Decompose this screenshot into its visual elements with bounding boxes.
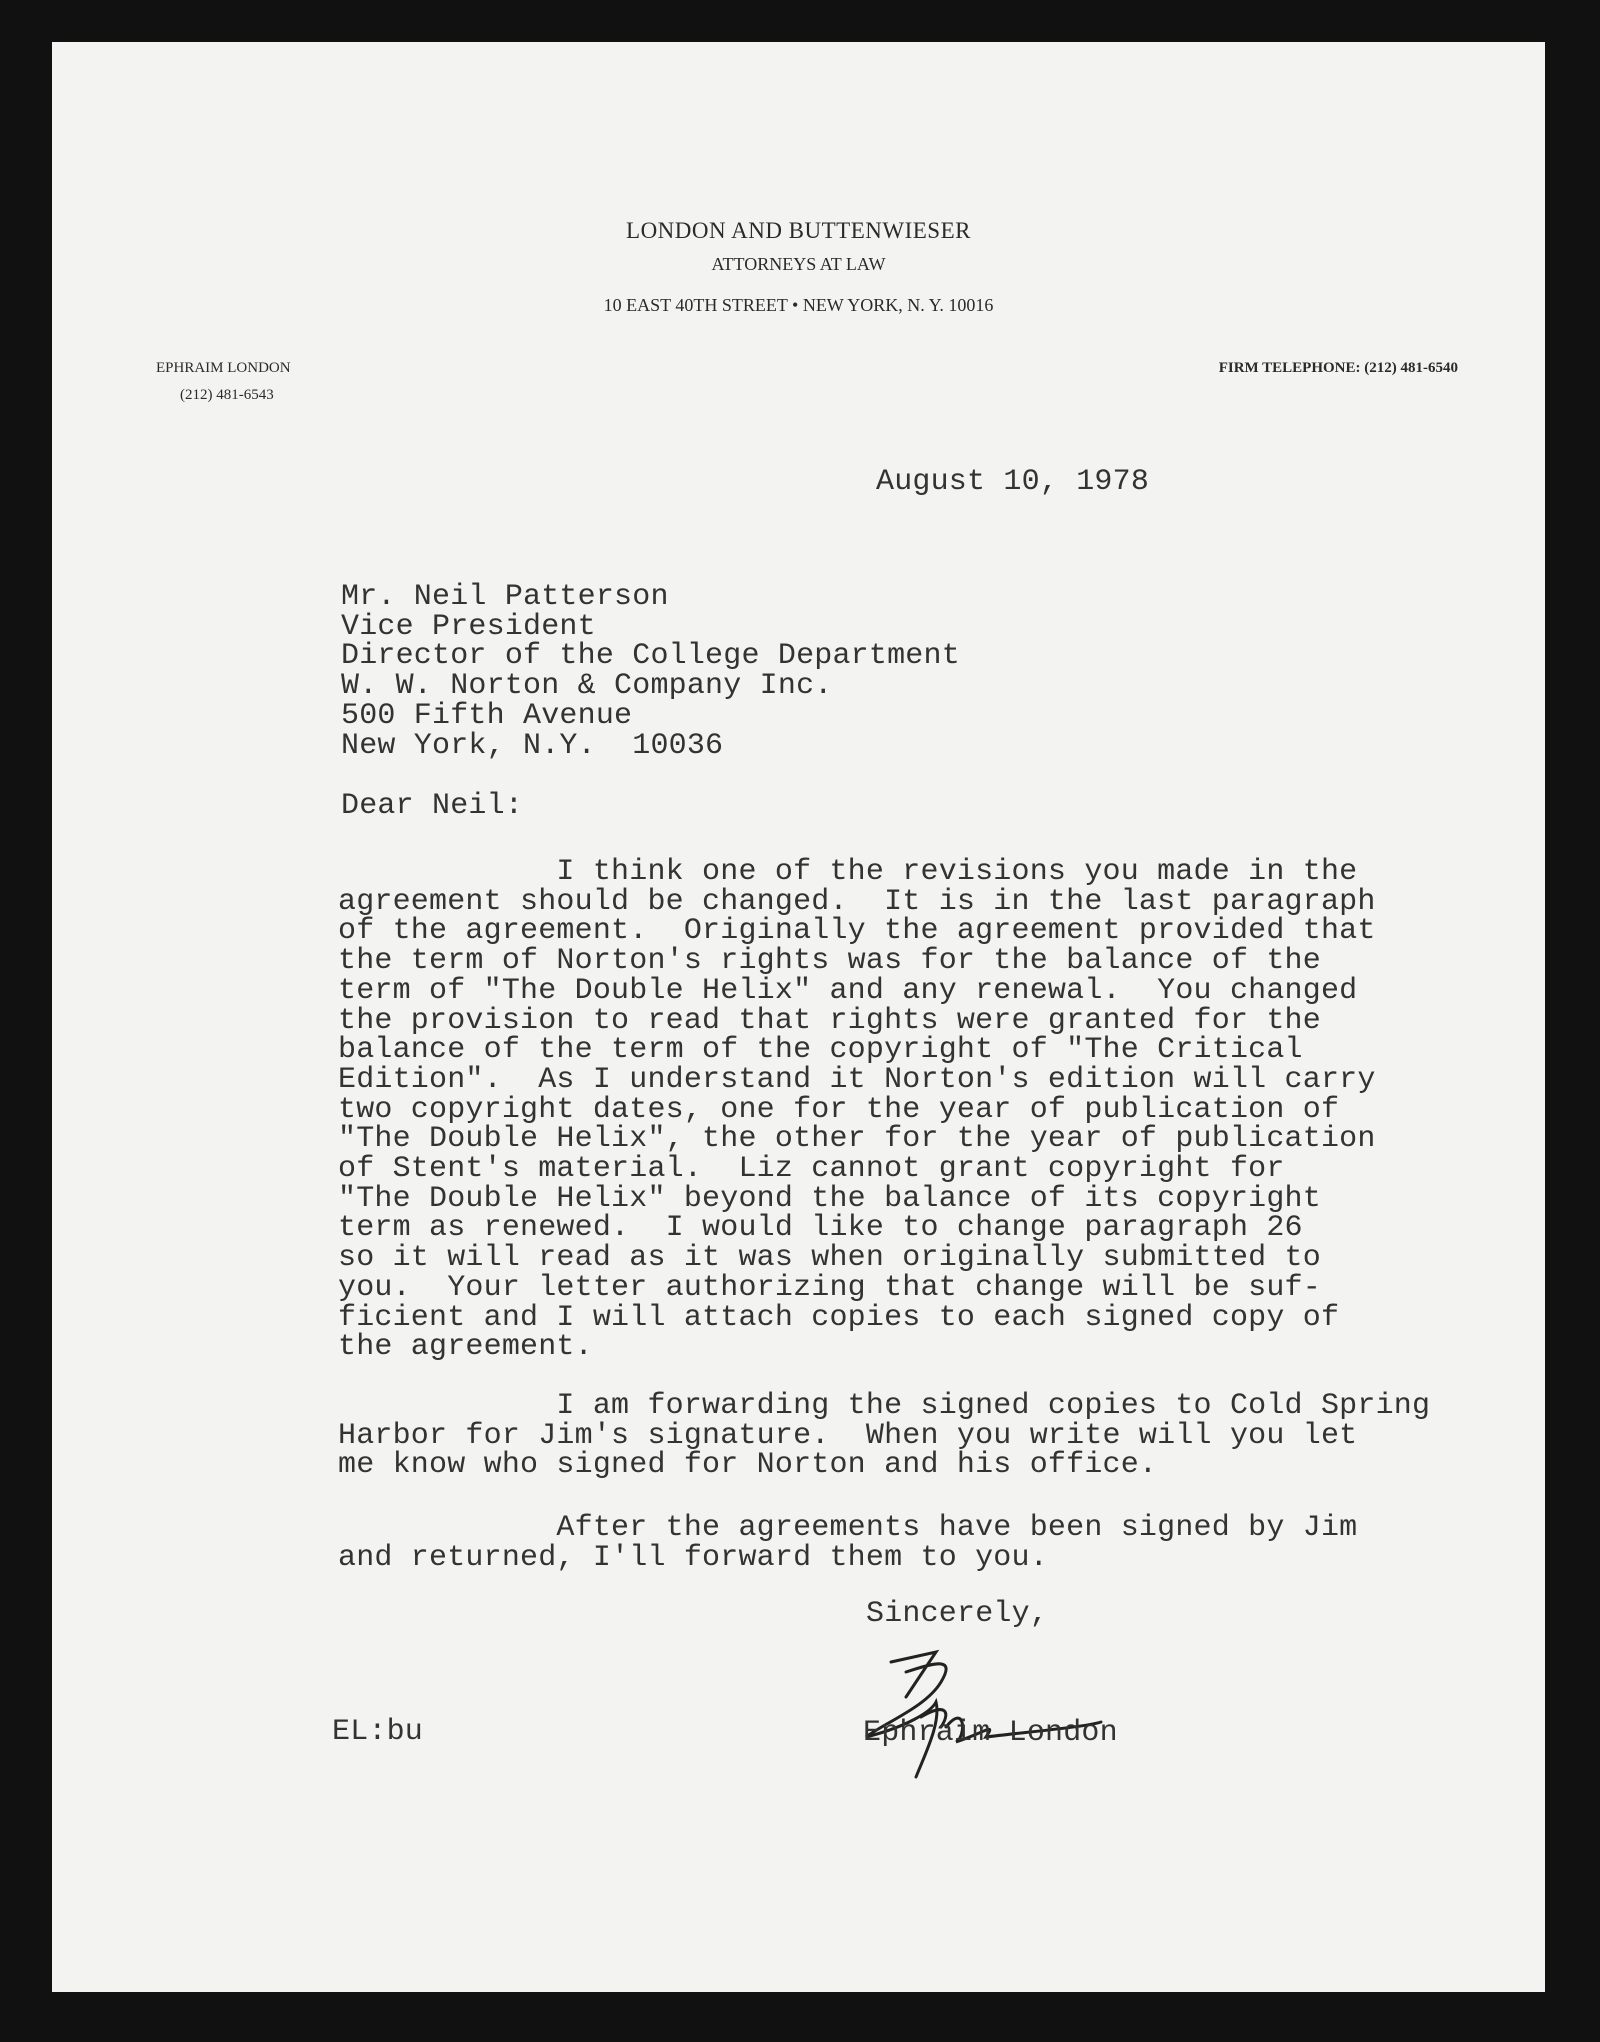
closing: Sincerely,: [866, 1597, 1049, 1631]
letter-page: [52, 42, 1545, 1992]
recipient-line: Vice President: [341, 609, 596, 644]
body-paragraph-2: I am forwarding the signed copies to Cold Spring Harbor for Jim's signature. When you write will you let me know who signed for Norton and his office.: [338, 1389, 1431, 1483]
typist-initials: EL:bu: [332, 1715, 424, 1749]
attorney-phone: (212) 481-6543: [180, 387, 274, 403]
body-paragraph-1: I think one of the revisions you made in the agreement should be changed. It is in the last paragraph of the agreement. Originally the agreement provided that the term of Norton's rights was for the balance of the term of "The Double Helix" and any renewal. You changed the provision to read that rights were granted for the balance of the term of the copyright of "The Critical Edition". As I understand it Norton's edition will carry two copyright dates, one for the year of publication of "The Double Helix", the other for the year of publication of Stent's material. Liz cannot grant copyright for "The Double Helix" beyond the balance of its copyright term as renewed. I would like to change paragraph 26 so it will read as it was when originally submitted to you. Your letter authorizing that change will be suf- ficient and I will attach copies to each signed copy of the agreement.: [338, 855, 1376, 1365]
recipient-line: New York, N.Y. 10036: [341, 728, 724, 763]
signer-name: Ephraim London: [863, 1716, 1118, 1750]
salutation: Dear Neil:: [341, 789, 524, 823]
recipient-line: W. W. Norton & Company Inc.: [341, 669, 833, 704]
attorney-name: EPHRAIM LONDON: [156, 360, 291, 376]
firm-address: 10 EAST 40TH STREET • NEW YORK, N. Y. 10016: [603, 295, 994, 315]
recipient-line: 500 Fifth Avenue: [341, 698, 633, 733]
recipient-address: [341, 580, 960, 763]
firm-name: LONDON AND BUTTENWIESER: [626, 218, 971, 243]
recipient-line: Mr. Neil Patterson: [341, 580, 669, 614]
body-paragraph-3: After the agreements have been signed by Jim and returned, I'll forward them to you.: [338, 1511, 1358, 1575]
signature-icon: [846, 1642, 1166, 1782]
firm-subtitle: ATTORNEYS AT LAW: [711, 254, 886, 274]
recipient-line: Director of the College Department: [341, 639, 960, 674]
firm-telephone: FIRM TELEPHONE: (212) 481-6540: [1218, 360, 1458, 376]
letter-date: August 10, 1978: [876, 465, 1150, 499]
